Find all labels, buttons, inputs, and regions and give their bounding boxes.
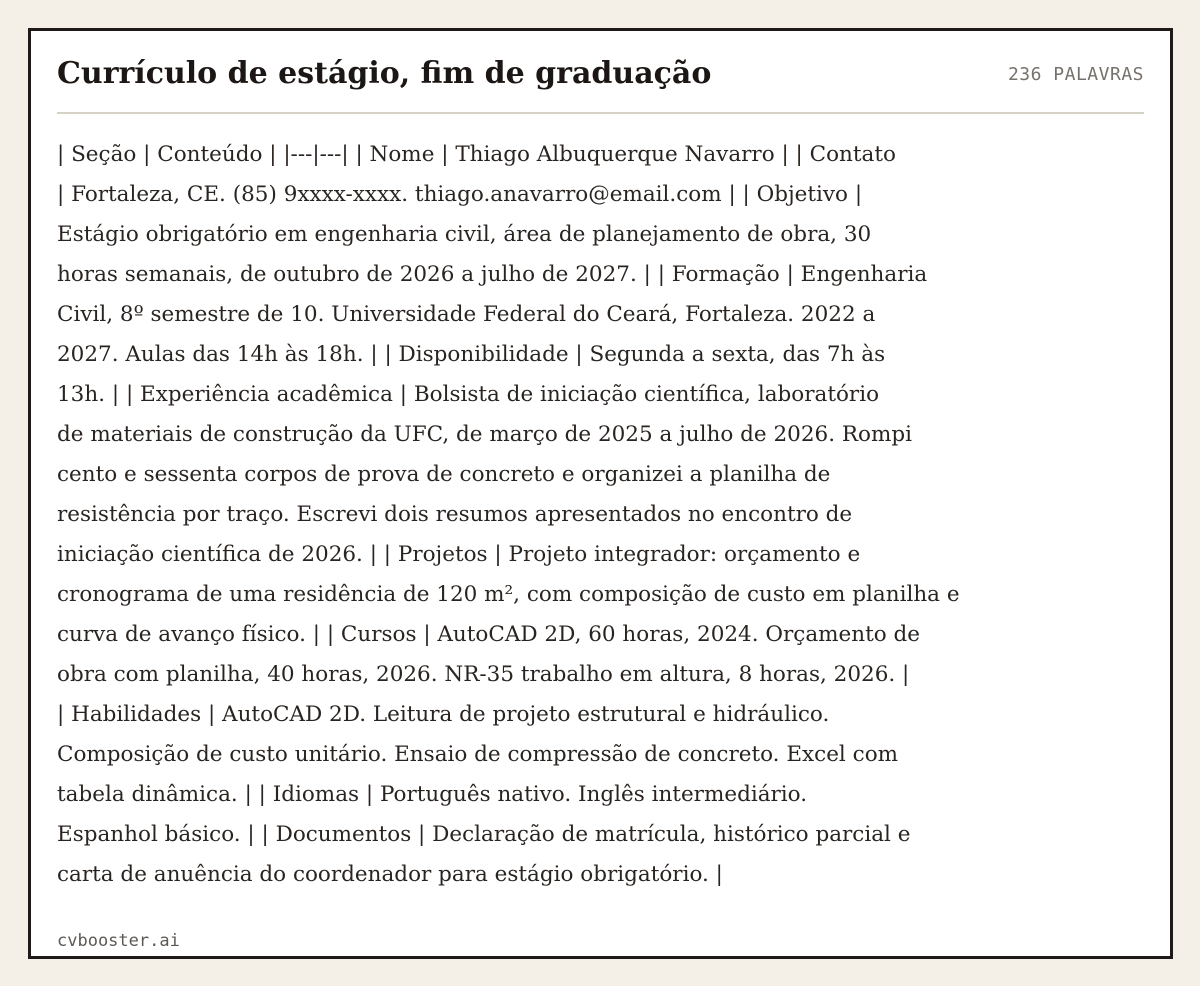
- body-line: horas semanais, de outubro de 2026 a julho de 2027. | | Formação | Engenharia: [57, 262, 928, 287]
- body-line: resistência por traço. Escrevi dois resumos apresentados no encontro de: [57, 502, 853, 527]
- document-body: [57, 135, 1067, 895]
- body-line: iniciação científica de 2026. | | Projetos | Projeto integrador: orçamento e: [57, 542, 861, 567]
- resume-card: [28, 28, 1173, 959]
- body-line: Composição de custo unitário. Ensaio de compressão de concreto. Excel com: [57, 742, 899, 767]
- word-count-badge: 236 PALAVRAS: [1007, 64, 1144, 85]
- body-line: 13h. | | Experiência acadêmica | Bolsista de iniciação científica, laboratório: [57, 382, 880, 407]
- body-line: tabela dinâmica. | | Idiomas | Português nativo. Inglês intermediário.: [57, 782, 808, 807]
- body-line: | Seção | Conteúdo | |---|---| | Nome | Thiago Albuquerque Navarro | | Contato: [57, 142, 896, 167]
- body-line: obra com planilha, 40 horas, 2026. NR-35 trabalho em altura, 8 horas, 2026. |: [57, 662, 910, 687]
- document-title: Currículo de estágio, fim de graduação: [57, 56, 712, 91]
- body-line: | Fortaleza, CE. (85) 9xxxx-xxxx. thiago.anavarro@email.com | | Objetivo |: [57, 182, 863, 207]
- body-line: de materiais de construção da UFC, de março de 2025 a julho de 2026. Rompi: [57, 422, 913, 447]
- body-line: 2027. Aulas das 14h às 18h. | | Disponibilidade | Segunda a sexta, das 7h às: [57, 342, 886, 367]
- body-line: Estágio obrigatório em engenharia civil, área de planejamento de obra, 30: [57, 222, 872, 247]
- body-line: | Habilidades | AutoCAD 2D. Leitura de projeto estrutural e hidráulico.: [57, 702, 830, 727]
- body-line: Civil, 8º semestre de 10. Universidade Federal do Ceará, Fortaleza. 2022 a: [57, 302, 876, 327]
- body-line: Espanhol básico. | | Documentos | Declaração de matrícula, histórico parcial e: [57, 822, 911, 847]
- body-line: curva de avanço físico. | | Cursos | AutoCAD 2D, 60 horas, 2024. Orçamento de: [57, 622, 921, 647]
- document-header: [57, 52, 1144, 114]
- body-line: cronograma de uma residência de 120 m², com composição de custo em planilha e: [57, 582, 960, 607]
- body-line: cento e sessenta corpos de prova de concreto e organizei a planilha de: [57, 462, 831, 487]
- body-line: carta de anuência do coordenador para estágio obrigatório. |: [57, 862, 723, 887]
- footer-brand: cvbooster.ai: [57, 931, 180, 951]
